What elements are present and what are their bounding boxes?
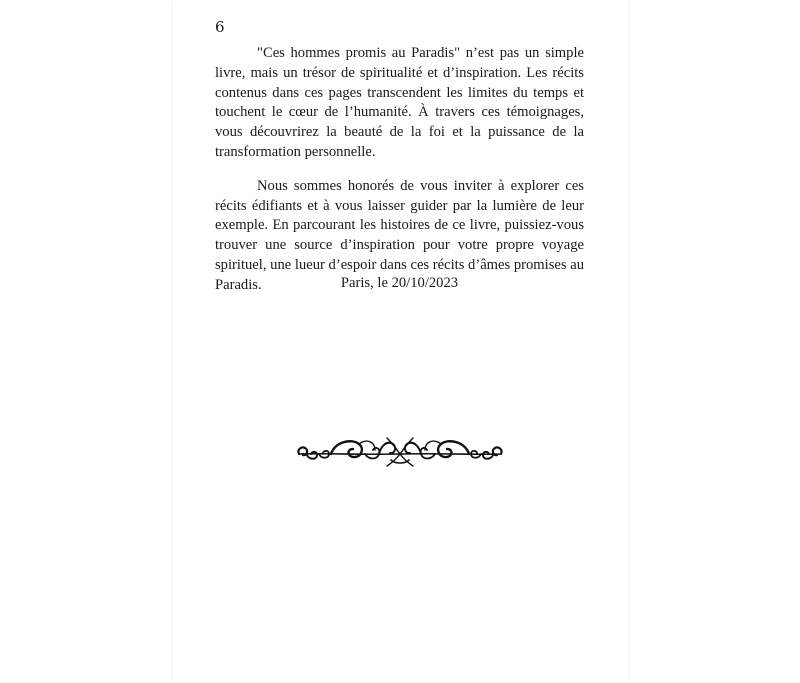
page-number: 6: [215, 18, 225, 36]
paragraph-2: Nous sommes honorés de vous inviter à explorer ces récits édifiants et à vous laisser guider par la lumière de leur exemple. En parcourant les histoires de ce livre, puissiez-vous trouver une source d’inspiration pour votre propre voyage spirituel, une lueur d’espoir dans ces récits d’âmes promises au Paradis.: [215, 177, 584, 293]
place-date-line: Paris, le 20/10/2023: [340, 275, 459, 291]
flourish-divider-icon: [295, 430, 505, 468]
body-text: [215, 44, 584, 310]
paragraph-1: "Ces hommes promis au Paradis" n’est pas un simple livre, mais un trésor de spiritualité et d’inspiration. Les récits contenus dans ces pages transcendent les limites du temps et touchent le cœur de l’humanité. À travers ces témoignages, vous découvrirez la beauté de la foi et la puissance de la transformation personnelle.: [215, 45, 584, 160]
